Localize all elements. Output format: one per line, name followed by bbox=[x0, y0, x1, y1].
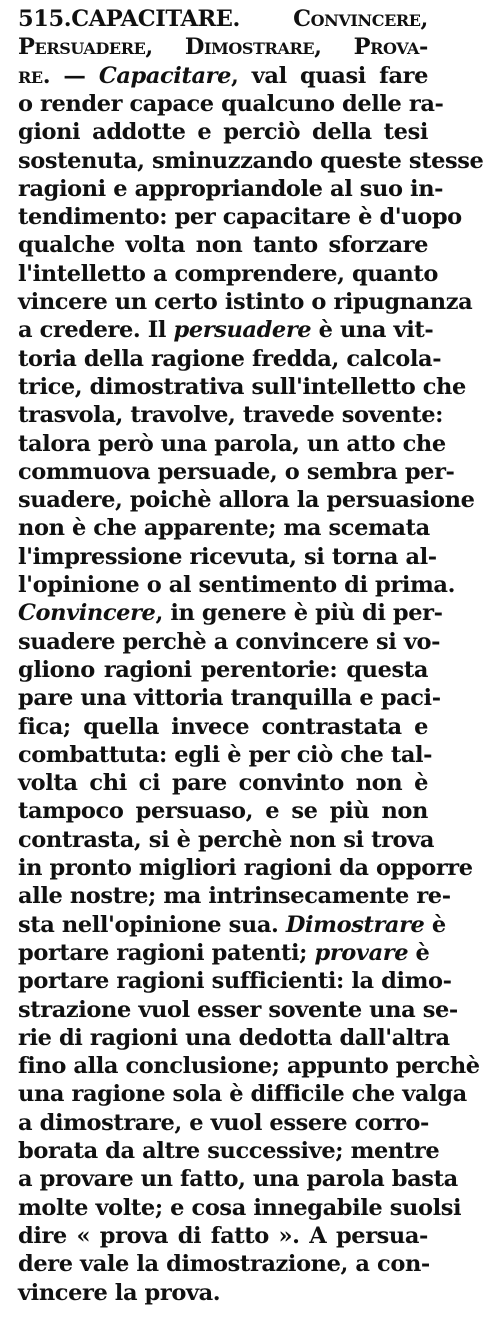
text-segment: , in genere è più di per- bbox=[155, 600, 443, 627]
text-segment: non è che apparente; ma scemata bbox=[18, 515, 430, 542]
text-segment: portare ragioni patenti; bbox=[18, 939, 315, 966]
text-segment: — bbox=[50, 62, 99, 89]
text-segment: portare ragioni sufficienti: la dimo- bbox=[18, 968, 452, 995]
text-segment: l'intelletto a comprendere, quanto bbox=[18, 260, 438, 287]
text-segment: molte volte; e cosa innegabile suolsi bbox=[18, 1194, 462, 1221]
text-segment: è bbox=[408, 939, 430, 966]
text-segment: l'opinione o al sentimento di prima. bbox=[18, 572, 456, 598]
text-segment: sta nell'opinione sua. bbox=[18, 911, 286, 938]
entry-number: 515. bbox=[18, 6, 72, 32]
text-segment: contrasta, si è perchè non si trova bbox=[18, 826, 435, 853]
text-segment: tampoco persuaso, e se più non bbox=[18, 798, 428, 825]
text-segment: fino alla conclusione; appunto perchè bbox=[18, 1053, 480, 1080]
text-segment: gioni addotte e perciò della tesi bbox=[18, 119, 428, 146]
text-segment: , val quasi fare bbox=[231, 62, 428, 89]
italic-term: Convincere bbox=[18, 600, 156, 627]
text-segment: tendimento: per capacitare è d'uopo bbox=[18, 204, 462, 231]
text-segment: volta chi ci pare convinto non è bbox=[18, 770, 428, 797]
text-segment: dere vale la dimostrazione, a con- bbox=[18, 1251, 430, 1278]
text-segment: qualche volta non tanto sforzare bbox=[18, 232, 428, 259]
text-segment: fica; quella invece contrastata e bbox=[18, 713, 428, 740]
text-segment: l'impressione ricevuta, si torna al- bbox=[18, 543, 437, 570]
text-segment: gliono ragioni perentorie: questa bbox=[18, 656, 428, 683]
text-segment: vincere la prova. bbox=[18, 1279, 221, 1306]
small-caps-synonyms: Persuadere, Dimostrare, Prova- bbox=[18, 34, 428, 61]
italic-term: Capacitare bbox=[98, 62, 231, 89]
text-segment: trasvola, travolve, travede sovente: bbox=[18, 402, 444, 429]
text-segment: è bbox=[424, 911, 446, 938]
text-segment: suadere perchè a convincere si vo- bbox=[18, 628, 441, 655]
text-segment: talora però una parola, un atto che bbox=[18, 430, 446, 457]
text-segment: o render capace qualcuno delle ra- bbox=[18, 90, 444, 117]
small-caps-synonyms: re. bbox=[18, 62, 51, 89]
text-segment: a credere. Il bbox=[18, 317, 174, 344]
text-segment: vincere un certo istinto o ripugnanza bbox=[18, 289, 473, 315]
text-segment: una ragione sola è difficile che valga bbox=[18, 1081, 467, 1108]
entry-number: CAPACITARE. bbox=[71, 6, 240, 32]
text-segment: suadere, poichè allora la persuasione bbox=[18, 487, 475, 514]
text-segment: a provare un fatto, una parola basta bbox=[18, 1166, 458, 1193]
text-line bbox=[18, 1276, 428, 1310]
text-segment: ragioni e appropriandole al suo in- bbox=[18, 175, 444, 202]
text-segment: è una vit- bbox=[311, 317, 434, 344]
text-segment: pare una vittoria tranquilla e paci- bbox=[18, 685, 441, 712]
text-segment: alle nostre; ma intrinsecamente re- bbox=[18, 883, 451, 910]
text-segment: borata da altre successive; mentre bbox=[18, 1138, 440, 1164]
text-segment: rie di ragioni una dedotta dall'altra bbox=[18, 1024, 450, 1051]
text-segment: combattuta: egli è per ciò che tal- bbox=[18, 741, 433, 768]
text-segment: a dimostrare, e vuol essere corro- bbox=[18, 1109, 429, 1136]
text-segment: sostenuta, sminuzzando queste stesse bbox=[18, 147, 483, 174]
text-segment: trice, dimostrativa sull'intelletto che bbox=[18, 373, 466, 400]
text-segment: in pronto migliori ragioni da opporre bbox=[18, 855, 473, 881]
small-caps-synonyms: Convincere, bbox=[240, 6, 428, 32]
text-segment: dire « prova di fatto ». A persua- bbox=[18, 1222, 428, 1249]
italic-term: Dimostrare bbox=[285, 911, 425, 938]
text-segment: commuova persuade, o sembra per- bbox=[18, 458, 455, 485]
italic-term: persuadere bbox=[173, 317, 312, 344]
text-segment: toria della ragione fredda, calcola- bbox=[18, 345, 442, 372]
text-segment: strazione vuol esser sovente una se- bbox=[18, 996, 458, 1023]
italic-term: provare bbox=[314, 939, 409, 966]
